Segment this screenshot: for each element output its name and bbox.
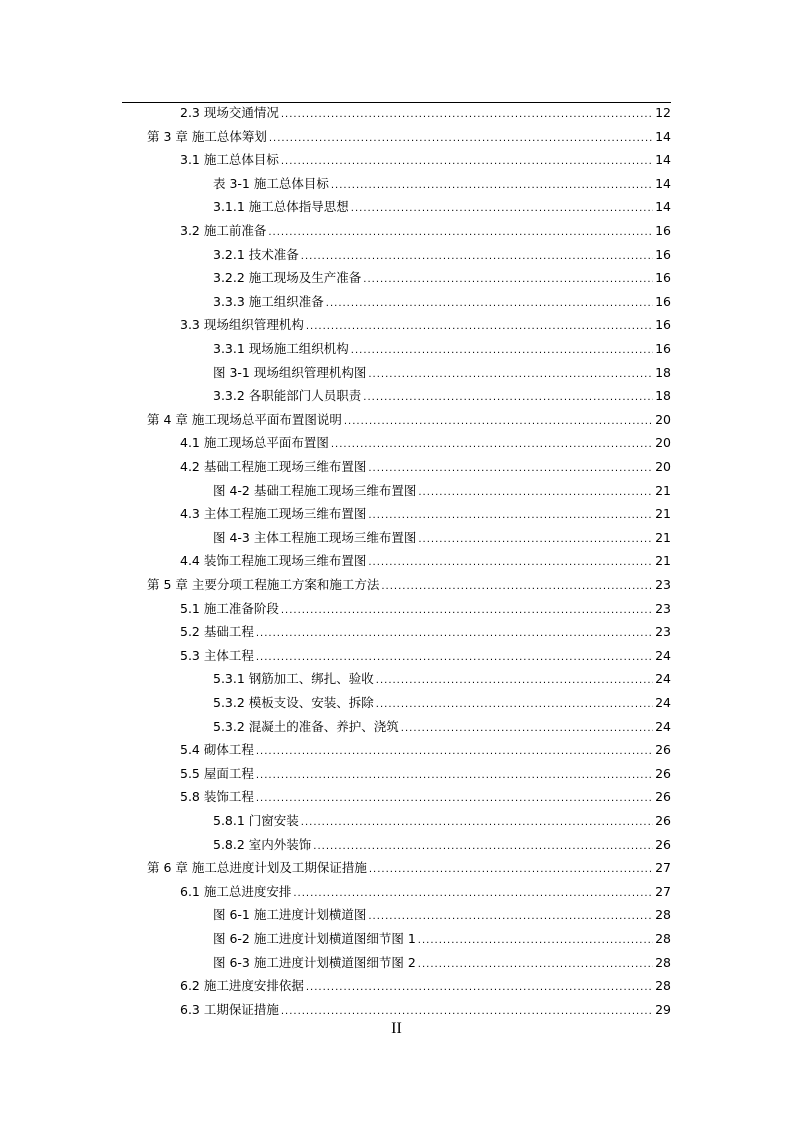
toc-entry-page: 29: [655, 1001, 671, 1017]
toc-entry-label: 3.3 现场组织管理机构: [180, 317, 304, 333]
toc-entry-label: 第 6 章 施工总进度计划及工期保证措施: [147, 860, 367, 876]
toc-entry-label: 5.3 主体工程: [180, 647, 254, 663]
toc-entry-label: 5.1 施工准备阶段: [180, 600, 279, 616]
toc-entry[interactable]: [147, 410, 671, 430]
toc-entry-page: 27: [655, 860, 671, 876]
toc-entry-page: 21: [655, 529, 671, 545]
toc-entry[interactable]: [213, 811, 671, 831]
toc-entry-label: 3.2 施工前准备: [180, 223, 267, 238]
toc-entry-page: 24: [655, 671, 671, 687]
toc-entry[interactable]: [180, 103, 671, 123]
toc-entry-page: 16: [655, 317, 671, 333]
toc-entry-page: 21: [655, 482, 671, 498]
toc-entry-page: 16: [655, 293, 671, 309]
toc-entry[interactable]: [213, 268, 671, 288]
toc-entry-label: 4.3 主体工程施工现场三维布置图: [180, 506, 367, 522]
toc-dot-leader: [351, 199, 653, 219]
toc-entry-label: 图 4-3 主体工程施工现场三维布置图: [213, 529, 417, 545]
toc-dot-leader: [368, 553, 653, 573]
toc-entry-label: 3.2.1 技术准备: [213, 246, 299, 262]
toc-entry-page: 28: [655, 931, 671, 946]
toc-entry[interactable]: [180, 551, 671, 571]
toc-entry[interactable]: [213, 669, 671, 689]
toc-entry-label: 3.3.3 施工组织准备: [213, 293, 324, 309]
toc-entry-label: 5.5 屋面工程: [180, 765, 254, 781]
toc-entry[interactable]: [213, 245, 671, 265]
toc-entry-label: 表 3-1 施工总体目标: [213, 175, 329, 191]
toc-dot-leader: [281, 601, 653, 621]
toc-dot-leader: [418, 530, 653, 550]
toc-dot-leader: [368, 365, 653, 385]
toc-entry[interactable]: [147, 858, 671, 878]
toc-entry[interactable]: [213, 929, 671, 949]
toc-entry[interactable]: [180, 764, 671, 784]
toc-dot-leader: [256, 766, 653, 786]
toc-dot-leader: [306, 978, 653, 998]
toc-entry-page: 16: [655, 223, 671, 238]
toc-dot-leader: [381, 577, 653, 597]
toc-dot-leader: [368, 907, 653, 927]
toc-entry-page: 26: [655, 813, 671, 828]
toc-entry-page: 20: [655, 435, 671, 451]
toc-entry[interactable]: [213, 905, 671, 925]
toc-entry-page: 16: [655, 246, 671, 262]
toc-entry-label: 图 6-3 施工进度计划横道图细节图 2: [213, 954, 416, 970]
toc-dot-leader: [331, 435, 653, 455]
toc-entry-page: 21: [655, 553, 671, 569]
toc-entry-page: 27: [655, 883, 671, 899]
toc-dot-leader: [301, 247, 653, 267]
toc-entry-page: 20: [655, 459, 671, 474]
toc-entry-page: 28: [655, 978, 671, 994]
toc-entry[interactable]: [213, 481, 671, 501]
toc-entry[interactable]: [213, 174, 671, 194]
toc-entry[interactable]: [213, 528, 671, 548]
toc-entry[interactable]: [180, 433, 671, 453]
toc-entry-page: 23: [655, 600, 671, 616]
toc-entry-page: 14: [655, 175, 671, 191]
toc-entry[interactable]: [180, 646, 671, 666]
toc-dot-leader: [281, 1002, 653, 1022]
toc-entry-label: 5.3.1 钢筋加工、绑扎、验收: [213, 671, 374, 687]
toc-entry[interactable]: [180, 1000, 671, 1020]
toc-entry-label: 图 4-2 基础工程施工现场三维布置图: [213, 482, 417, 498]
toc-entry[interactable]: [180, 740, 671, 760]
toc-entry[interactable]: [213, 386, 671, 406]
toc-entry-label: 3.1.1 施工总体指导思想: [213, 199, 349, 215]
toc-entry[interactable]: [180, 787, 671, 807]
toc-dot-leader: [256, 742, 653, 762]
toc-dot-leader: [281, 105, 653, 125]
toc-dot-leader: [418, 931, 653, 951]
toc-entry[interactable]: [180, 599, 671, 619]
toc-entry[interactable]: [213, 339, 671, 359]
toc-entry[interactable]: [213, 693, 671, 713]
toc-entry-label: 5.8.2 室内外装饰: [213, 836, 312, 852]
toc-dot-leader: [293, 884, 653, 904]
toc-dot-leader: [256, 789, 653, 809]
toc-entry[interactable]: [180, 882, 671, 902]
toc-dot-leader: [351, 341, 653, 361]
toc-entry-label: 4.4 装饰工程施工现场三维布置图: [180, 553, 367, 569]
toc-dot-leader: [418, 955, 653, 975]
toc-entry-page: 24: [655, 718, 671, 734]
toc-entry[interactable]: [213, 717, 671, 737]
toc-entry-label: 3.2.2 施工现场及生产准备: [213, 270, 362, 286]
toc-entry[interactable]: [180, 457, 671, 477]
toc-entry-label: 5.8 装饰工程: [180, 789, 254, 805]
toc-entry-page: 16: [655, 270, 671, 286]
toc-dot-leader: [376, 671, 653, 691]
toc-entry-label: 第 3 章 施工总体筹划: [147, 128, 267, 144]
toc-dot-leader: [313, 837, 653, 857]
toc-entry[interactable]: [213, 953, 671, 973]
toc-entry-page: 23: [655, 577, 671, 592]
toc-entry-label: 5.3.2 混凝土的准备、养护、浇筑: [213, 718, 399, 734]
toc-entry-label: 4.2 基础工程施工现场三维布置图: [180, 459, 367, 474]
toc-dot-leader: [306, 317, 653, 337]
toc-entry[interactable]: [180, 504, 671, 524]
toc-entry-label: 3.1 施工总体目标: [180, 152, 279, 168]
toc-entry-page: 21: [655, 506, 671, 522]
toc-entry-label: 第 5 章 主要分项工程施工方案和施工方法: [147, 577, 380, 592]
toc-entry-label: 6.1 施工总进度安排: [180, 883, 292, 899]
toc-entry-page: 26: [655, 765, 671, 781]
toc-dot-leader: [376, 695, 653, 715]
toc-dot-leader: [368, 459, 653, 479]
toc-dot-leader: [401, 719, 653, 739]
toc-dot-leader: [326, 294, 653, 314]
toc-entry-page: 23: [655, 624, 671, 640]
toc-entry-page: 26: [655, 836, 671, 852]
toc-entry-label: 图 6-1 施工进度计划横道图: [213, 907, 367, 923]
toc-dot-leader: [256, 648, 653, 668]
toc-dot-leader: [418, 483, 653, 503]
toc-entry-page: 28: [655, 907, 671, 923]
toc-dot-leader: [268, 223, 653, 243]
toc-entry-page: 24: [655, 647, 671, 663]
toc-entry-label: 5.4 砌体工程: [180, 742, 254, 758]
toc-entry[interactable]: [180, 315, 671, 335]
toc-entry-label: 5.8.1 门窗安装: [213, 813, 299, 828]
toc-entry-label: 5.3.2 模板支设、安装、拆除: [213, 695, 374, 710]
toc-dot-leader: [363, 270, 653, 290]
toc-entry-label: 6.2 施工进度安排依据: [180, 978, 304, 994]
toc-entry[interactable]: [213, 292, 671, 312]
toc-entry-page: 26: [655, 742, 671, 758]
toc-entry-page: 14: [655, 128, 671, 144]
toc-entry-label: 图 6-2 施工进度计划横道图细节图 1: [213, 931, 416, 946]
toc-entry[interactable]: [213, 835, 671, 855]
toc-entry-label: 5.2 基础工程: [180, 624, 254, 640]
toc-entry[interactable]: [180, 622, 671, 642]
toc-entry-label: 3.3.2 各职能部门人员职责: [213, 388, 362, 404]
toc-entry-page: 24: [655, 695, 671, 710]
toc-dot-leader: [256, 624, 653, 644]
toc-entry-page: 12: [655, 105, 671, 120]
toc-dot-leader: [301, 813, 653, 833]
toc-entry-label: 2.3 现场交通情况: [180, 105, 279, 120]
toc-dot-leader: [331, 176, 653, 196]
toc-entry[interactable]: [180, 150, 671, 170]
toc-entry[interactable]: [147, 575, 671, 595]
toc-dot-leader: [363, 388, 653, 408]
toc-entry-page: 20: [655, 411, 671, 427]
toc-entry[interactable]: [180, 221, 671, 241]
toc-entry-page: 16: [655, 341, 671, 356]
toc-entry-page: 26: [655, 789, 671, 805]
toc-entry-label: 第 4 章 施工现场总平面布置图说明: [147, 411, 342, 427]
toc-entry-page: 18: [655, 388, 671, 404]
toc-dot-leader: [368, 506, 653, 526]
toc-entry-label: 4.1 施工现场总平面布置图: [180, 435, 329, 451]
toc-entry-page: 14: [655, 199, 671, 215]
toc-dot-leader: [369, 860, 653, 880]
toc-entry[interactable]: [180, 976, 671, 996]
toc-dot-leader: [344, 412, 653, 432]
toc-entry-label: 3.3.1 现场施工组织机构: [213, 341, 349, 356]
toc-entry-label: 图 3-1 现场组织管理机构图: [213, 364, 367, 380]
toc-dot-leader: [281, 152, 653, 172]
toc-entry-page: 18: [655, 364, 671, 380]
page-number: II: [391, 1020, 402, 1037]
toc-entry-page: 28: [655, 954, 671, 970]
toc-entry[interactable]: [213, 197, 671, 217]
toc-entry[interactable]: [147, 127, 671, 147]
toc-entry-label: 6.3 工期保证措施: [180, 1001, 279, 1017]
toc-dot-leader: [269, 129, 653, 149]
toc-entry[interactable]: [213, 363, 671, 383]
toc-entry-page: 14: [655, 152, 671, 168]
